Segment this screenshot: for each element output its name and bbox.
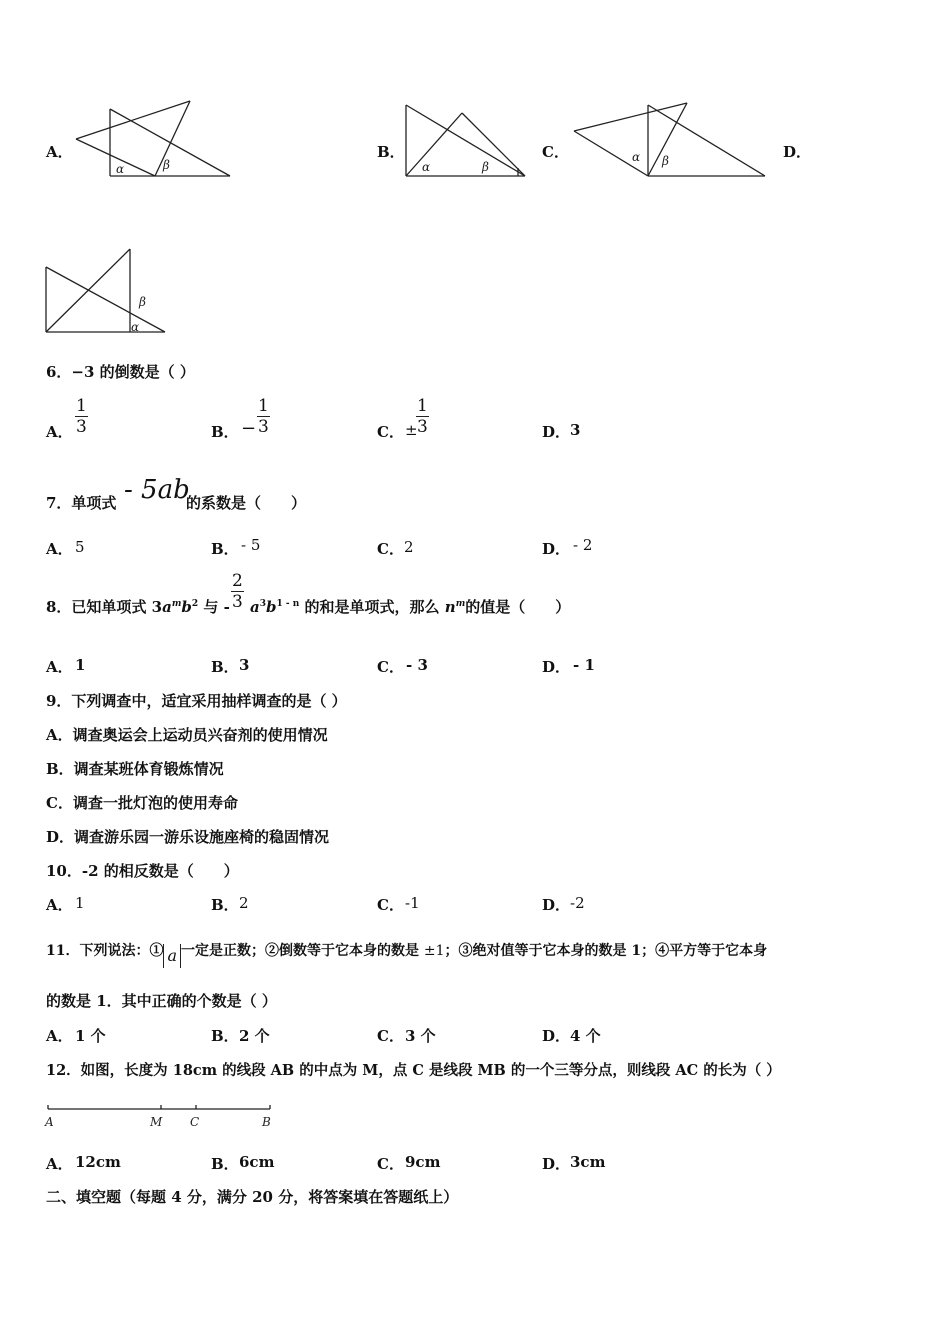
q8-stem: 8．已知单项式 $3a^mb^2$ 与 - [46,598,230,616]
fig-d-alpha: α [131,320,140,334]
q8-frac-num: 2 [232,571,243,591]
q5-option-c-label: C． [542,143,569,161]
q8-a-exp: 3 [259,599,266,609]
fig-c-beta: β [662,154,669,168]
q8-option-d-label: D． [542,658,571,676]
fig-a-beta: β [163,158,170,172]
section2-title: 二、填空题（每题 4 分，满分 20 分，将答案填在答题纸上） [46,1188,459,1206]
q6-a-den: 3 [76,417,87,437]
q8-option-c-text: - 3 [406,656,428,674]
fig-a-alpha: α [116,162,125,176]
q5-option-d-label: D． [783,143,812,161]
q8-fraction [231,571,244,612]
q7-stem-before: 7．单项式 [46,494,117,512]
point-m-label: M [150,1115,163,1129]
q6-option-c-fraction [416,396,429,437]
q9-stem: 9．下列调查中，适宜采用抽样调查的是（ ） [46,692,347,710]
q6-c-num: 1 [417,396,428,416]
q11-option-d-text: 4 个 [570,1027,601,1045]
q8-b2-exp: 1 - n [276,599,300,609]
q5-option-b-label: B． [377,143,405,161]
point-c-label: C [190,1115,200,1129]
q5-figure-b [400,95,540,185]
q10-option-d-text: -2 [570,894,585,912]
q8-frac-den: 3 [232,592,243,612]
q11-option-c-label: C． [377,1027,404,1045]
q6-option-c-label: C． [377,423,404,441]
q8-m2: m [455,599,466,609]
q10-option-c-label: C． [377,896,404,914]
q9-option-a: A．调查奥运会上运动员兴奋剂的使用情况 [46,726,328,744]
q11-option-b-label: B． [211,1027,239,1045]
q11-stem-end: ；③绝对值等于它本身的数是 1；④平方等于它本身 [444,943,768,959]
q6-option-d-label: D． [542,423,571,441]
q10-option-a-label: A． [46,896,73,914]
q9-option-c: C．调查一批灯泡的使用寿命 [46,794,238,812]
q7-option-c-text: 2 [404,538,414,556]
q8-option-b-label: B． [211,658,239,676]
q12-option-b-label: B． [211,1155,239,1173]
q6-b-den: 3 [258,417,269,437]
q6-b-num: 1 [258,396,269,416]
q12-option-c-label: C． [377,1155,404,1173]
fig-a-hyp2a [76,101,190,139]
q12-stem: 12．如图，长度为 18cm 的线段 AB 的中点为 M，点 C 是线段 MB 的一个三等分点，则线段 AC 的长为（ ） [46,1062,781,1079]
q11-option-b-text: 2 个 [239,1027,270,1045]
q10-option-d-label: D． [542,896,571,914]
q12-option-b-text: 6cm [239,1153,275,1171]
q7-stem-after: 的系数是（ ） [186,494,307,512]
q11-stem-start: 11．下列说法：① [46,943,164,959]
q7-option-a-label: A． [46,540,73,558]
q8-option-b-text: 3 [239,656,250,674]
fig-d-hyp1 [46,267,165,332]
fig-b-beta: β [482,160,489,174]
q12-option-c-text: 9cm [405,1153,441,1171]
q11-option-d-label: D． [542,1027,571,1045]
q10-option-c-text: -1 [405,894,420,912]
q8-option-d-text: - 1 [573,656,595,674]
fig-c-alpha: α [632,150,641,164]
q6-option-d-text: 3 [570,421,581,439]
q6-option-a-label: A． [46,423,73,441]
q8-mid: 与 - [203,598,230,616]
q8-m1: m [171,599,182,609]
q6-option-a-fraction [75,396,88,437]
q12-option-d-text: 3cm [570,1153,606,1171]
fig-c-top [574,103,687,131]
q8-stem-before: 8．已知单项式 3 [46,598,163,616]
q10-option-a-text: 1 [75,894,85,912]
q8-stem-end: 的值是（ ） [465,598,571,616]
q11-pm1: ±1 [423,943,445,959]
q7-option-b-label: B． [211,540,239,558]
q5-figure-c [570,95,770,185]
q6-stem: 6．−3 的倒数是（ ） [46,363,195,381]
q7-option-b-text: - 5 [241,536,261,554]
point-a-label: A [45,1115,54,1129]
q5-figure-a [60,95,240,185]
fig-b-alpha: α [422,160,431,174]
q10-option-b-text: 2 [239,894,249,912]
q8-stem-after: 的和是单项式，那么 [304,598,440,616]
q11-stem-line1 [46,940,767,968]
fig-a-hyp2b [155,101,190,176]
q6-c-den: 3 [417,417,428,437]
q7-expression: - 5ab [124,475,190,505]
q12-option-a-text: 12cm [75,1153,121,1171]
point-b-label: B [262,1115,271,1129]
fig-d-hyp2 [46,249,130,332]
q7-option-a-text: 5 [75,538,85,556]
q6-a-num: 1 [76,396,87,416]
q6-option-b-sign: − [241,418,257,439]
q11-stem-line2: 的数是 1．其中正确的个数是（ ） [46,992,277,1010]
q8-n: n [444,598,456,616]
q6-option-c-sign: ± [405,421,418,439]
q10-option-b-label: B． [211,896,239,914]
q7-option-d-label: D． [542,540,571,558]
q6-option-b-fraction [257,396,270,437]
q8-option-a-text: 1 [75,656,86,674]
q9-option-b: B．调查某班体育锻炼情况 [46,760,224,778]
q10-stem: 10．-2 的相反数是（ ） [46,862,239,880]
q8-stem-rest: $a^3b^{1 - n}$ 的和是单项式，那么 $n^m$的值是（ ） [250,598,571,616]
q12-line-segment-figure [40,1095,290,1135]
q5-option-a-label: A． [46,143,73,161]
fig-d-beta: β [139,295,146,309]
q5-figure-d [40,245,180,340]
q11-option-c-text: 3 个 [405,1027,436,1045]
q8-b-exp: 2 [191,599,199,609]
q9-option-d: D．调查游乐园一游乐设施座椅的稳固情况 [46,828,330,846]
q8-option-a-label: A． [46,658,73,676]
q11-stem-mid: 一定是正数；②倒数等于它本身的数是 [181,943,420,959]
q7-option-c-label: C． [377,540,404,558]
q6-option-b-label: B． [211,423,239,441]
q8-option-c-label: C． [377,658,404,676]
q12-option-d-label: D． [542,1155,571,1173]
q12-option-a-label: A． [46,1155,73,1173]
q11-option-a-text: 1 个 [75,1027,106,1045]
q7-option-d-text: - 2 [573,536,593,554]
q11-abs-value: a [163,944,181,968]
q11-option-a-label: A． [46,1027,73,1045]
